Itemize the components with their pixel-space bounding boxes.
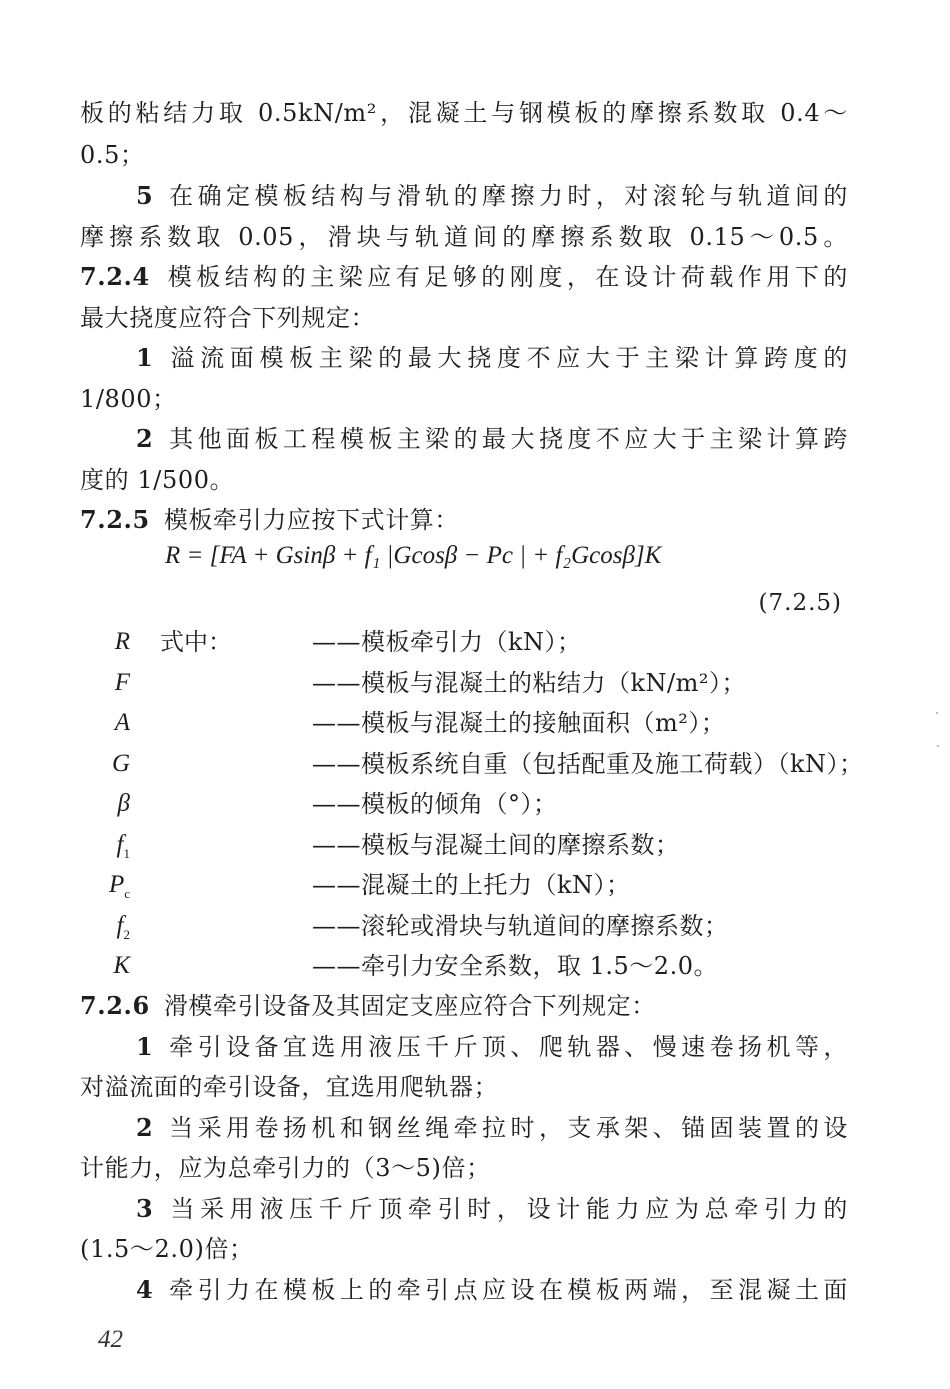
clause-number: 7.2.6 [80, 991, 150, 1020]
item-number: 1 [136, 1032, 154, 1061]
clause [80, 991, 848, 1023]
text: 模板牵引力应按下式计算： [163, 506, 460, 534]
list-item [136, 1194, 848, 1226]
text-line [80, 1153, 848, 1185]
definition-text: ——模板牵引力（kN）； [312, 628, 582, 656]
page-number: 42 [98, 1326, 123, 1353]
clause-number: 7.2.5 [80, 505, 150, 534]
text: 溢流面模板主梁的最大挠度不应大于主梁计算跨度的 [165, 344, 848, 372]
symbol: R [114, 628, 130, 655]
text: 板的粘结力取 0.5kN/m²，混凝土与钢模板的摩擦系数取 0.4～ [80, 99, 848, 127]
symbol: G [111, 750, 130, 777]
item-number: 3 [136, 1194, 154, 1223]
definition-text: ——模板系统自重（包括配重及施工荷载）（kN）； [312, 750, 864, 778]
text-line [80, 465, 848, 497]
text: 其他面板工程模板主梁的最大挠度不应大于主梁计算跨 [165, 425, 848, 453]
formula: R = [FA + Gsinβ + f₁ |Gcosβ − Pc | + f₂Gcosβ]K [165, 542, 662, 569]
symbol: $f_2$ [116, 912, 130, 942]
text: 当采用液压千斤顶牵引时，设计能力应为总牵引力的 [165, 1195, 848, 1223]
definition-row [80, 627, 848, 659]
symbol: F [114, 669, 130, 696]
definition-row [80, 668, 848, 700]
definition-text: ——模板与混凝土间的摩擦系数； [312, 831, 680, 859]
definition-text: ——牵引力安全系数，取 1.5～2.0。 [312, 952, 718, 980]
text: 模板结构的主梁应有足够的刚度，在设计荷载作用下的 [163, 263, 848, 291]
text: 对溢流面的牵引设备，宜选用爬轨器； [80, 1073, 499, 1101]
equation-number: (7.2.5) [758, 590, 842, 616]
text-line [80, 140, 848, 172]
scan-speck [937, 745, 939, 747]
item-number: 5 [136, 181, 154, 210]
definition-text: ——混凝土的上托力（kN）； [312, 871, 631, 899]
text-line [80, 1072, 848, 1104]
item-number: 4 [136, 1275, 154, 1304]
list-item [136, 424, 848, 456]
clause [80, 262, 848, 294]
symbol: β [117, 790, 130, 817]
text: 度的 1/500。 [80, 466, 235, 494]
list-item [136, 1113, 848, 1145]
definition-text: ——模板的倾角（°）； [312, 790, 558, 818]
item-number: 2 [136, 424, 154, 453]
definition-row [80, 870, 848, 902]
definition-row [80, 951, 848, 983]
clause-number: 7.2.4 [80, 262, 150, 291]
text: 最大挠度应符合下列规定： [80, 304, 376, 332]
text: 计能力，应为总牵引力的（3～5)倍； [80, 1154, 491, 1182]
definition-row [80, 911, 848, 943]
definition-text: ——模板与混凝土的粘结力（kN/m²）； [312, 669, 747, 697]
list-item [136, 1275, 848, 1307]
text-line [80, 98, 848, 130]
definition-row [80, 830, 848, 862]
text: (1.5～2.0)倍； [80, 1235, 254, 1263]
text: 1/800； [80, 385, 177, 413]
item-number: 1 [136, 343, 154, 372]
where-label: 式中： [160, 628, 232, 656]
text: 在确定模板结构与滑轨的摩擦力时，对滚轮与轨道间的 [165, 182, 848, 210]
clause [80, 505, 848, 537]
text-line [80, 1234, 848, 1266]
text: 0.5； [80, 141, 145, 169]
text: 牵引设备宜选用液压千斤顶、爬轨器、慢速卷扬机等， [165, 1033, 848, 1061]
definition-text: ——模板与混凝土的接触面积（m²）； [312, 709, 726, 737]
symbol: $f_1$ [116, 831, 130, 861]
item-number: 2 [136, 1113, 154, 1142]
list-item [136, 181, 848, 213]
text-line [80, 384, 848, 416]
text: 牵引力在模板上的牵引点应设在模板两端，至混凝土面 [165, 1276, 848, 1304]
definition-row [80, 749, 864, 781]
text-line [80, 303, 848, 335]
symbol: $P_c$ [108, 871, 130, 901]
list-item [136, 1032, 848, 1064]
definition-text: ——滚轮或滑块与轨道间的摩擦系数； [312, 912, 729, 940]
definition-row [80, 789, 848, 821]
definition-row [80, 708, 848, 740]
symbol: K [113, 952, 130, 979]
list-item [136, 343, 848, 375]
text: 摩擦系数取 0.05，滑块与轨道间的摩擦系数取 0.15～0.5。 [80, 223, 848, 251]
text-line [80, 222, 848, 254]
text: 滑模牵引设备及其固定支座应符合下列规定： [163, 992, 656, 1020]
scan-speck [936, 712, 938, 714]
symbol: A [114, 709, 130, 736]
text: 当采用卷扬机和钢丝绳牵拉时，支承架、锚固装置的设 [165, 1114, 848, 1142]
